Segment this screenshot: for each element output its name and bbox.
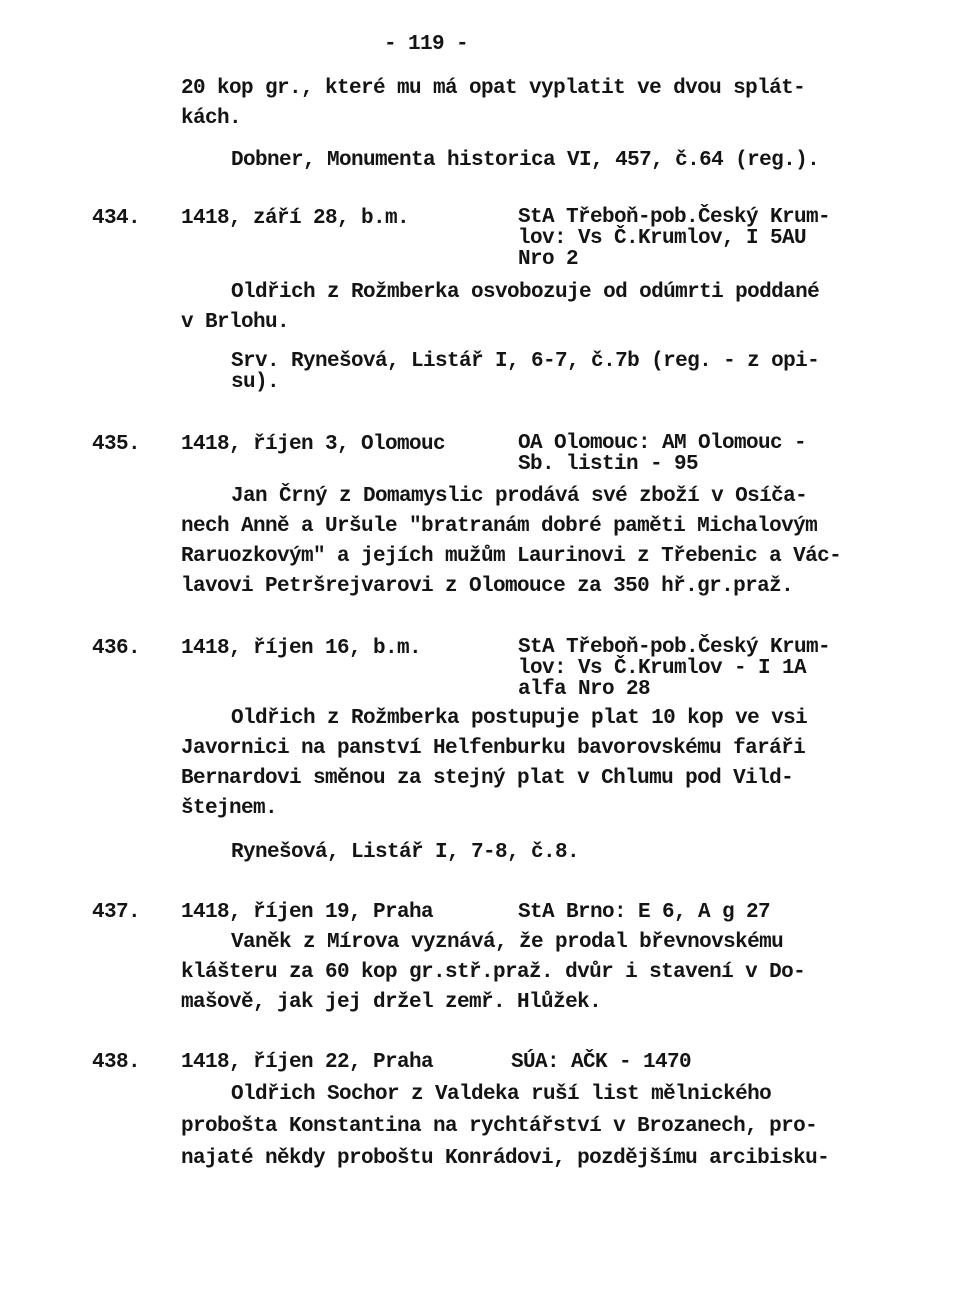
entry-text-line: proboštа Konstantina na rychtářství v Brozanech, pro- (181, 1115, 818, 1138)
entry-text-line: lavovi Petršrejvarovi z Olomouce za 350 hř.gr.praž. (181, 575, 794, 598)
entry-number: 437. (92, 901, 141, 924)
entry-text-line: Jan Črný z Domamyslic prodává své zboží v Osíča- (231, 485, 808, 508)
entry-date: 1418, říjen 22, Praha (181, 1051, 434, 1074)
entry-text-line: štejnem. (181, 797, 278, 820)
entry-text-line: Oldřich Sochor z Valdeka ruší list mělnického (231, 1083, 772, 1106)
entry-citation-line: Srv. Rynešová, Listář I, 6-7, č.7b (reg. - z opi- (231, 350, 820, 373)
entry-archive-line: Nro 2 (518, 248, 579, 271)
entry-archive-line: StA Brno: E 6, A g 27 (518, 901, 771, 924)
entry-number: 436. (92, 637, 141, 660)
entry-archive-line: alfa Nro 28 (518, 678, 651, 701)
entry-number: 435. (92, 433, 141, 456)
entry-archive-line: StA Třeboň-pob.Český Krum- (518, 206, 831, 229)
entry-text-line: v Brlohu. (181, 311, 290, 334)
entry-archive-line: OA Olomouc: AM Olomouc - (518, 432, 807, 455)
entry-text-line: Bernardovi směnou za stejný plat v Chlumu pod Vild- (181, 767, 794, 790)
entry-text-line: najaté někdy proboštu Konrádovi, pozdějšímu arcibisku- (181, 1147, 830, 1170)
entry-text-line: Oldřich z Rožmberka osvobozuje od odúmrti poddané (231, 281, 820, 304)
entry-text-line: Javornici na panství Helfenburku bavorovskému faráři (181, 737, 806, 760)
entry-text-line: Raruozkovým" a jejích mužům Laurinovi z Třebenic a Vác- (181, 545, 842, 568)
entry-text-line: Oldřich z Rožmberka postupuje plat 10 kop ve vsi (231, 707, 808, 730)
entry-text-line: Vaněk z Mírova vyznává, že prodal břevnovskému (231, 931, 784, 954)
entry-archive-line: StA Třeboň-pob.Český Krum- (518, 636, 831, 659)
entry-archive-line: Sb. listin - 95 (518, 453, 699, 476)
entry-number: 438. (92, 1051, 141, 1074)
entry-archive-line: SÚA: AČK - 1470 (511, 1051, 692, 1074)
entry-number: 434. (92, 207, 141, 230)
page-number: - 119 - (384, 33, 469, 56)
intro-line: kách. (181, 107, 242, 130)
entry-text-line: nech Anně a Uršule "bratranám dobré paměti Michalovým (181, 515, 818, 538)
intro-line: 20 kop gr., které mu má opat vyplatit ve dvou splát- (181, 77, 806, 100)
entry-archive-line: lov: Vs Č.Krumlov - I 1A (518, 657, 807, 680)
entry-citation-line: Rynešová, Listář I, 7-8, č.8. (231, 841, 580, 864)
entry-date: 1418, říjen 16, b.m. (181, 637, 422, 660)
entry-archive-line: lov: Vs Č.Krumlov, I 5AU (518, 227, 807, 250)
entry-date: 1418, říjen 19, Praha (181, 901, 434, 924)
intro-citation: Dobner, Monumenta historica VI, 457, č.64 (reg.). (231, 149, 820, 172)
entry-date: 1418, září 28, b.m. (181, 207, 410, 230)
entry-text-line: mašově, jak jej držel zemř. Hlůžek. (181, 991, 602, 1014)
entry-citation-line: su). (231, 371, 280, 394)
entry-date: 1418, říjen 3, Olomouc (181, 433, 446, 456)
entry-text-line: klášteru za 60 kop gr.stř.praž. dvůr i stavení v Do- (181, 961, 806, 984)
